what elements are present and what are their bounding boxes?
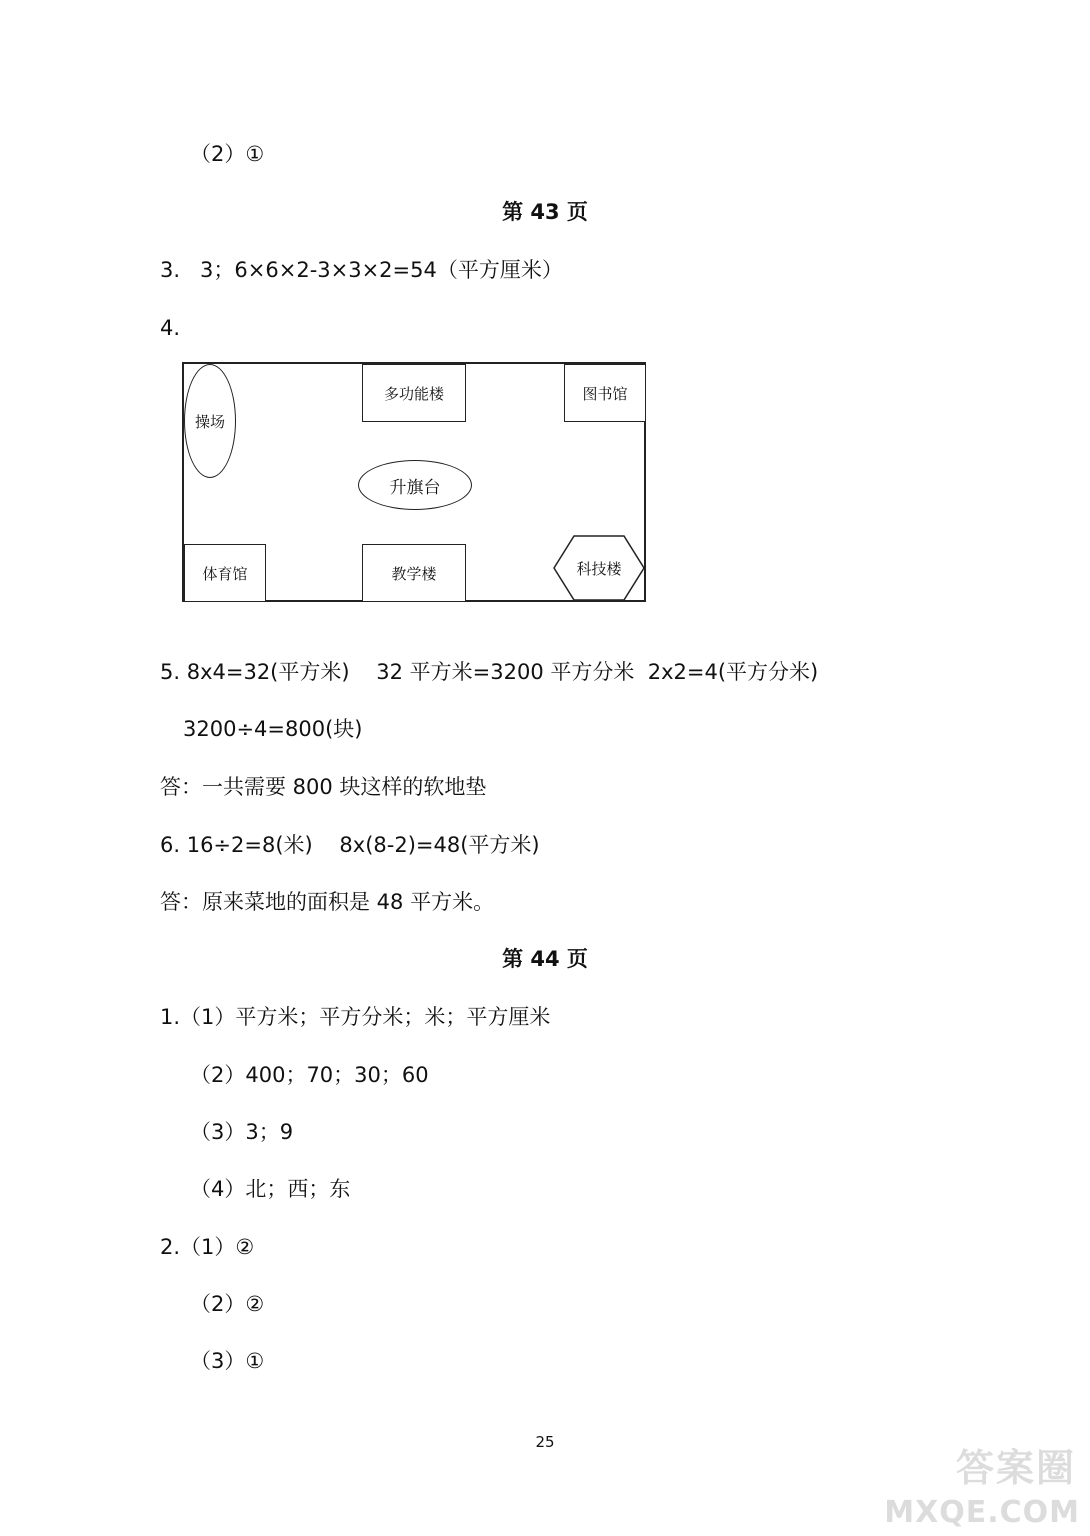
answer-line: （2）② bbox=[190, 1292, 265, 1316]
watermark-logo-text: 答案圈 bbox=[955, 1446, 1076, 1490]
answer-line: 5. 8x4=32(平方米) 32 平方米=3200 平方分米 2x2=4(平方分米) bbox=[160, 660, 819, 684]
answer-line: （3）① bbox=[190, 1349, 265, 1373]
section-heading-44: 第 44 页 bbox=[502, 947, 588, 971]
map-library: 图书馆 bbox=[564, 364, 646, 422]
answer-line: 3200÷4=800(块) bbox=[183, 717, 363, 741]
map-multi-building: 多功能楼 bbox=[362, 364, 466, 422]
map-tech-building bbox=[552, 534, 646, 602]
school-map bbox=[182, 362, 646, 602]
section-heading-43: 第 43 页 bbox=[502, 200, 588, 224]
answer-line: 答：一共需要 800 块这样的软地垫 bbox=[160, 775, 487, 799]
answer-line: 2.（1）② bbox=[160, 1235, 255, 1259]
map-teaching-building: 教学楼 bbox=[362, 544, 466, 602]
answer-line: 4. bbox=[160, 316, 181, 340]
answer-line: 3. 3；6×6×2-3×3×2=54（平方厘米） bbox=[160, 258, 563, 282]
map-tech-label: 科技楼 bbox=[576, 559, 622, 578]
page-number: 25 bbox=[535, 1433, 555, 1451]
answer-line: （2）① bbox=[190, 142, 265, 166]
answer-line: 6. 16÷2=8(米) 8x(8-2)=48(平方米) bbox=[160, 833, 540, 857]
map-gym: 体育馆 bbox=[184, 544, 266, 602]
answer-line: 答：原来菜地的面积是 48 平方米。 bbox=[160, 890, 495, 914]
answer-line: （4）北；西；东 bbox=[190, 1177, 351, 1201]
answer-line: （3）3；9 bbox=[190, 1120, 294, 1144]
answer-line: 1.（1）平方米；平方分米；米；平方厘米 bbox=[160, 1005, 551, 1029]
answer-line: （2）400；70；30；60 bbox=[190, 1063, 429, 1087]
watermark-url: MXQE.COM bbox=[884, 1495, 1080, 1530]
map-flag-platform: 升旗台 bbox=[358, 460, 472, 510]
map-playground: 操场 bbox=[184, 364, 236, 478]
